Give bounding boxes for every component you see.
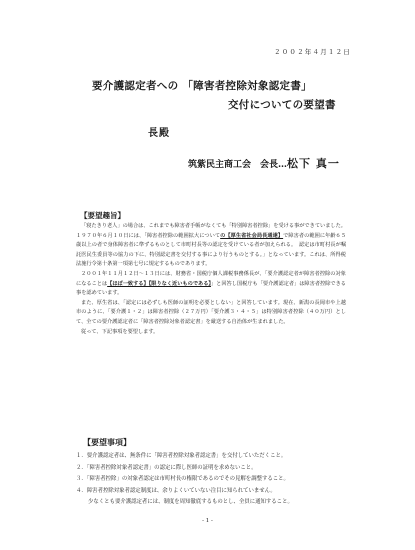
paragraph-text: 「寝たきり老人」の場合は、これまでも障害者手帳がなくても「特別障害者控除」を受ける事ができていました。１９７０年６月１０日には、「障害者控除の範囲拡大について (76, 223, 346, 239)
sender-name: 松下 真一 (287, 157, 340, 170)
paragraph-text: ２００１年１１月１２日～１３日には、財務省・国税庁個人課税事務係長が、「要介護認定者が障害者控除の対象になることは (76, 270, 346, 287)
demands-list (76, 451, 351, 509)
page-number: - 1 - (202, 518, 213, 524)
highlighted-text: 【ほぼ一致する】【限りなく近いものである】 (107, 280, 211, 287)
paragraph-text: また、厚生省は、「認定には必ずしも医師の証明を必要としない」と回答しています。現在、新潟の長岡市や上越市のように、「要介護１・２」は障害者控除（２７万円）「要介護３・４・５」は特別障害者控除（４０万円）として、全ての要介護認定者に「障害者控除対象者認定書」を厳送する自治体が生まれました。 (76, 299, 346, 325)
document-sender (188, 155, 340, 171)
demand-item: ２．「障害者控除対象者認定書」の認定に際し医師の証明を求めないこと。 (76, 464, 257, 471)
purpose-paragraph (76, 299, 346, 328)
purpose-paragraph (76, 328, 346, 338)
document-title-line2: 交付についての要望書 (228, 99, 336, 111)
paragraph-text: 従って、下記事項を要望します。 (81, 328, 159, 335)
highlighted-text: の【厚生省社会局長通達】 (220, 232, 284, 239)
demand-item-continuation: 少なくとも要介護認定者には、制度を周知徹底するものとし、全員に通知すること。 (88, 499, 293, 505)
demand-item: ４．障害者控除対象者認定制度は、余りよくいていない注目に知られていません。 (76, 487, 276, 494)
document-addressee: 長殿 (148, 128, 170, 139)
purpose-heading: 【要望趣旨】 (80, 211, 125, 220)
demands-heading: 【要望事項】 (83, 437, 131, 447)
paragraph-text: で障害者の範囲に年齢６５歳以上の者で身体障害者に準ずるものとして市町村長等の認定を受けている者が加えられる。 認定は市町村長が嘱託医民生委員等の協力の下に、特別認定書を交付する事により行うものとする。」となっています。これは、所得税法施行令第十条第一項第七号に規定するものであります。 (76, 232, 346, 268)
demand-item: １．要介護認定者は、無条件に「障害者控除対象者認定書」を交付していただくこと。 (76, 453, 287, 459)
document-title-line1: 要介護認定者への 「障害者控除対象認定書」 (92, 80, 312, 92)
document-date: ２００２年４月１２日 (274, 48, 351, 56)
purpose-paragraph (76, 222, 346, 270)
paragraph-text: 」と回答し国税庁も「要介護認定者」は障害者控除できる事を認めています。 (76, 280, 346, 297)
demand-item: ３．「障害者控除」の対象者認定は市町村長の権限であるのでその見解を調整すること。 (76, 476, 289, 482)
purpose-paragraph (76, 270, 346, 299)
sender-organization: 筑紫民主商工会 会長… (188, 160, 288, 170)
purpose-body (76, 222, 346, 337)
